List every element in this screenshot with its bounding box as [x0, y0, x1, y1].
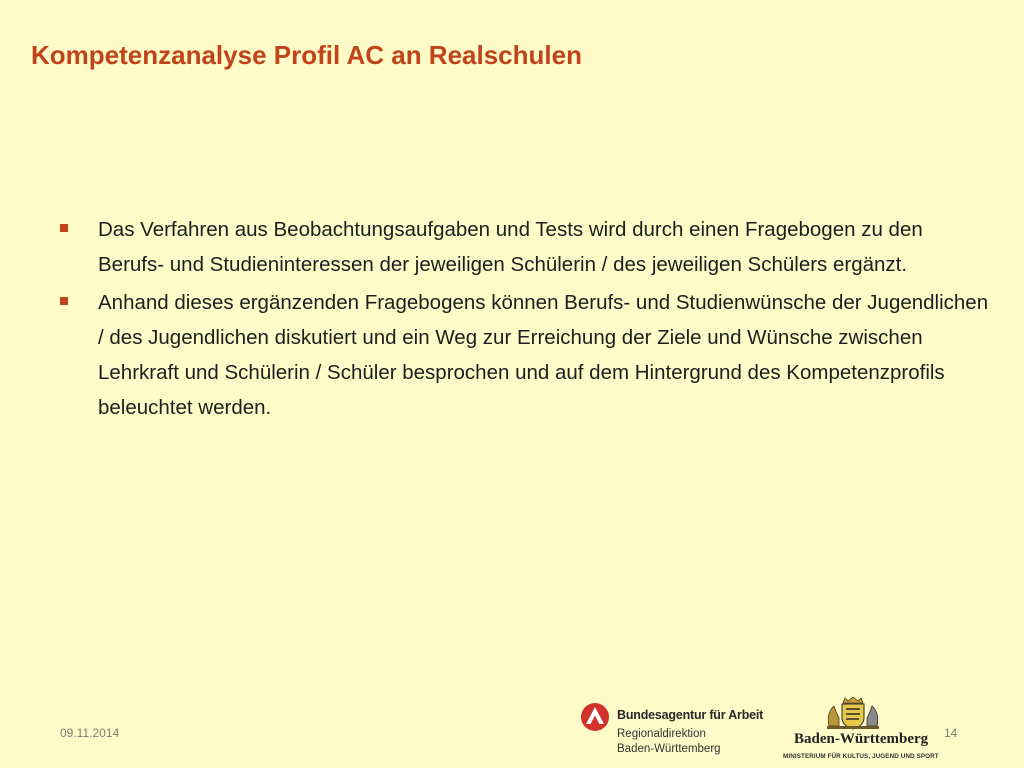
bullet-item	[60, 212, 990, 282]
ba-subline-1: Regionaldirektion	[617, 728, 706, 740]
bundesagentur-logo-icon	[580, 702, 610, 732]
baden-wuerttemberg-crest-icon	[825, 696, 881, 730]
bw-name: Baden-Württemberg	[794, 731, 929, 747]
bullet-text: Anhand dieses ergänzenden Fragebogens können Berufs- und Studienwünsche der Jugendlichen / des Jugendlichen diskutiert und ein Weg zur Erreichung der Ziele und Wünsche zwischen Lehrkraft und Schülerin / Schüler besprochen und auf dem Hintergrund des Kompetenzprofils beleuchtet werden.	[98, 291, 989, 419]
ba-subline-2: Baden-Württemberg	[617, 743, 721, 755]
bullet-text: Das Verfahren aus Beobachtungsaufgaben und Tests wird durch einen Fragebogen zu den Berufs- und Studieninteressen der jeweiligen Schülerin / des jeweiligen Schülers ergänzt.	[98, 218, 923, 276]
page-number: 14	[944, 726, 958, 740]
footer-date: 09.11.2014	[60, 726, 120, 740]
bullet-list	[60, 212, 990, 428]
slide-title: Kompetenzanalyse Profil AC an Realschulen	[31, 40, 582, 70]
ba-name: Bundesagentur für Arbeit	[617, 708, 764, 722]
bw-ministry: MINISTERIUM FÜR KULTUS, JUGEND UND SPORT	[783, 753, 939, 760]
baden-wuerttemberg-logo	[780, 694, 940, 766]
bundesagentur-logo	[580, 700, 780, 760]
square-bullet-icon	[60, 297, 68, 305]
square-bullet-icon	[60, 224, 68, 232]
bullet-item	[60, 285, 990, 425]
